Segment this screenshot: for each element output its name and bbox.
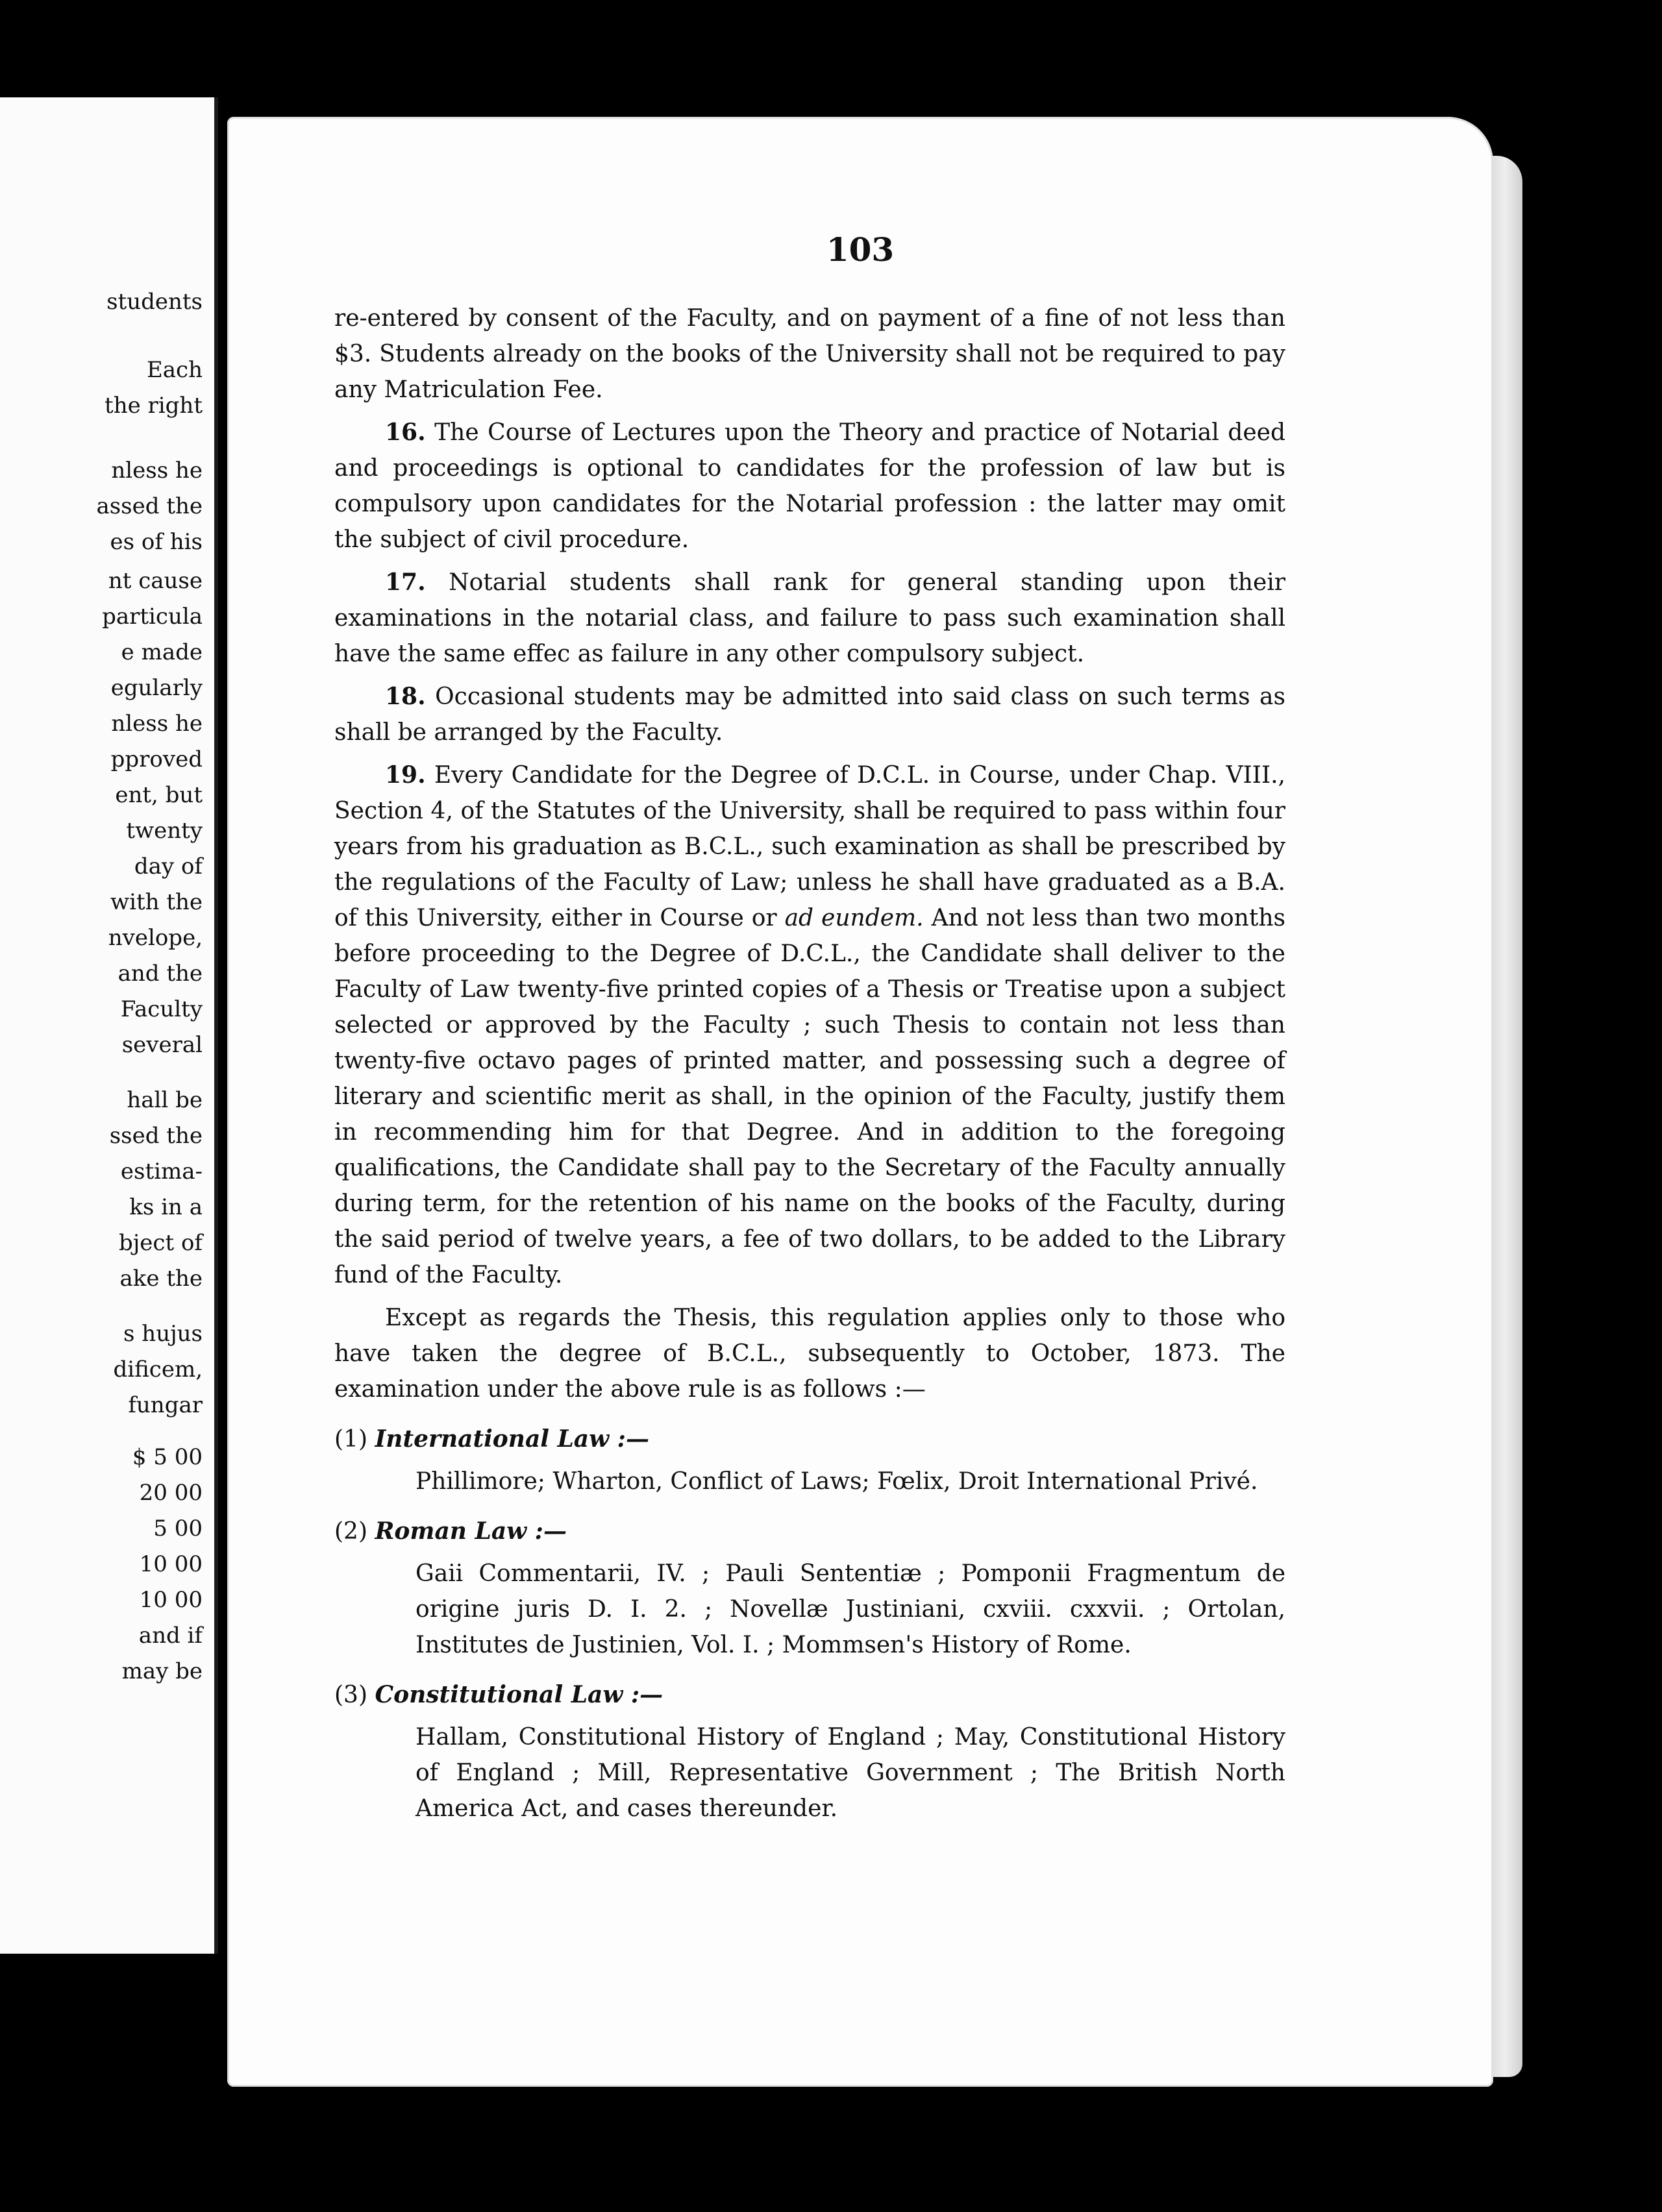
margin-fragment: nless he	[111, 458, 203, 484]
subject-heading-2	[334, 1514, 1285, 1549]
carryover-paragraph: re-entered by consent of the Faculty, and on payment of a fine of not less than $3. Students already on the books of the University shall not be required to pay any Matriculation Fee.	[334, 305, 1285, 403]
margin-fragment: twenty	[126, 818, 203, 844]
section-text: The Course of Lectures upon the Theory and practice of Notarial deed and proceedings is optional to candidates for the profession of law but is compulsory upon candidates for the Notarial profession : the latter may omit the subject of civil procedure.	[334, 419, 1285, 553]
subject-books-2: Gaii Commentarii, IV. ; Pauli Sententiæ ; Pomponii Fragmentum de origine juris D. I. 2. ; Novellæ Justiniani, cxviii. cxxvii. ; Ortolan, Institutes de Justinien, Vol. I. ; Mommsen's History of Rome.	[416, 1560, 1285, 1658]
margin-fragment: fungar	[128, 1392, 203, 1418]
subject-number: (3)	[334, 1682, 367, 1708]
margin-fragment: ks in a	[129, 1194, 203, 1220]
document-page	[227, 117, 1493, 2087]
section-number: 17.	[385, 569, 426, 596]
subject-books-3: Hallam, Constitutional History of England ; May, Constitutional History of England ; Mill, Representative Government ; The British North America Act, and cases thereunder.	[416, 1724, 1285, 1822]
margin-fragment: ake the	[119, 1266, 203, 1292]
margin-fragment: e made	[121, 639, 203, 665]
page-number: 103	[826, 230, 895, 269]
margin-fragment: ent, but	[115, 782, 203, 808]
subject-label: Constitutional Law :—	[375, 1681, 664, 1708]
margin-fragment: hall be	[127, 1087, 203, 1113]
margin-fragment: dificem,	[113, 1357, 203, 1382]
section-text: Occasional students may be admitted into said class on such terms as shall be arranged by the Faculty.	[334, 683, 1285, 746]
margin-fragment: students	[106, 289, 203, 315]
section-text-continued: And not less than two months before proceeding to the Degree of D.C.L., the Candidate shall deliver to the Faculty of Law twenty-five printed copies of a Thesis or Treatise upon a subject selected or approved by the Faculty ; such Thesis to contain not less than twenty-five octavo pages of printed matter, and possessing such a degree of literary and scientific merit as shall, in the opinion of the Faculty, justify them in recommending him for that Degree. And in addition to the foregoing qualifications, the Candidate shall pay to the Secretary of the Faculty annually during term, for the retention of his name on the books of the Faculty, during the said period of twelve years, a fee of two dollars, to be added to the Library fund of the Faculty.	[334, 905, 1285, 1288]
margin-fragment: assed the	[96, 493, 203, 519]
section-number: 18.	[385, 683, 426, 710]
subject-number: (1)	[334, 1426, 367, 1453]
margin-fragment: es of his	[110, 529, 203, 555]
margin-fragment: the right	[105, 393, 203, 419]
margin-fragment: Faculty	[120, 996, 203, 1022]
subject-label: International Law :—	[375, 1425, 649, 1453]
section-number: 16.	[385, 419, 426, 446]
margin-fragment: 5 00	[153, 1516, 203, 1542]
margin-fragment: day of	[134, 854, 203, 879]
margin-fragment: nt cause	[108, 568, 203, 594]
section-italic-phrase: ad eundem.	[784, 905, 924, 931]
margin-fragment: with the	[110, 889, 203, 915]
page-body	[334, 301, 1285, 1837]
subject-heading-1	[334, 1421, 1285, 1457]
margin-fragment: several	[121, 1032, 203, 1058]
margin-fragment: and if	[138, 1623, 203, 1649]
section-16	[334, 415, 1285, 558]
section-17	[334, 565, 1285, 672]
subject-books-1: Phillimore; Wharton, Conflict of Laws; Fœlix, Droit International Privé.	[416, 1468, 1258, 1495]
margin-fragment: ssed the	[109, 1123, 203, 1149]
section-text: Every Candidate for the Degree of D.C.L. in Course, under Chap. VIII., Section 4, of the Statutes of the University, shall be required to pass within four years from his graduation as B.C.L., such examination as shall be prescribed by the regulations of the Faculty of Law; unless he shall have graduated as a B.A. of this University, either in Course or	[334, 762, 1285, 931]
section-text: Notarial students shall rank for general standing upon their examinations in the notarial class, and failure to pass such examination shall have the same effec as failure in any other compulsory subject.	[334, 569, 1285, 667]
margin-fragment: pproved	[110, 746, 203, 772]
section-18	[334, 679, 1285, 750]
left-facing-page	[0, 97, 218, 1954]
margin-fragment: egularly	[110, 675, 203, 701]
subject-number: (2)	[334, 1518, 367, 1545]
margin-fragment: bject of	[119, 1230, 203, 1256]
section-19	[334, 757, 1285, 1293]
subject-label: Roman Law :—	[375, 1518, 567, 1545]
margin-fragment: Each	[146, 357, 203, 383]
margin-fragment: nless he	[111, 711, 203, 737]
margin-fragment: 20 00	[139, 1480, 203, 1506]
margin-fragment: and the	[118, 961, 203, 987]
section-number: 19.	[385, 761, 426, 789]
margin-fragment: estima-	[120, 1159, 203, 1185]
margin-fragment: 10 00	[139, 1551, 203, 1577]
margin-fragment: 10 00	[139, 1587, 203, 1613]
subject-heading-3	[334, 1677, 1285, 1713]
margin-fragment: may be	[121, 1658, 203, 1684]
margin-fragment: particula	[102, 604, 203, 630]
except-paragraph: Except as regards the Thesis, this regulation applies only to those who have taken the degree of B.C.L., subsequently to October, 1873. The examination under the above rule is as follows :—	[334, 1305, 1285, 1403]
margin-fragment: s hujus	[123, 1321, 203, 1347]
margin-fragment: nvelope,	[108, 925, 203, 951]
margin-fragment: $ 5 00	[132, 1444, 203, 1470]
